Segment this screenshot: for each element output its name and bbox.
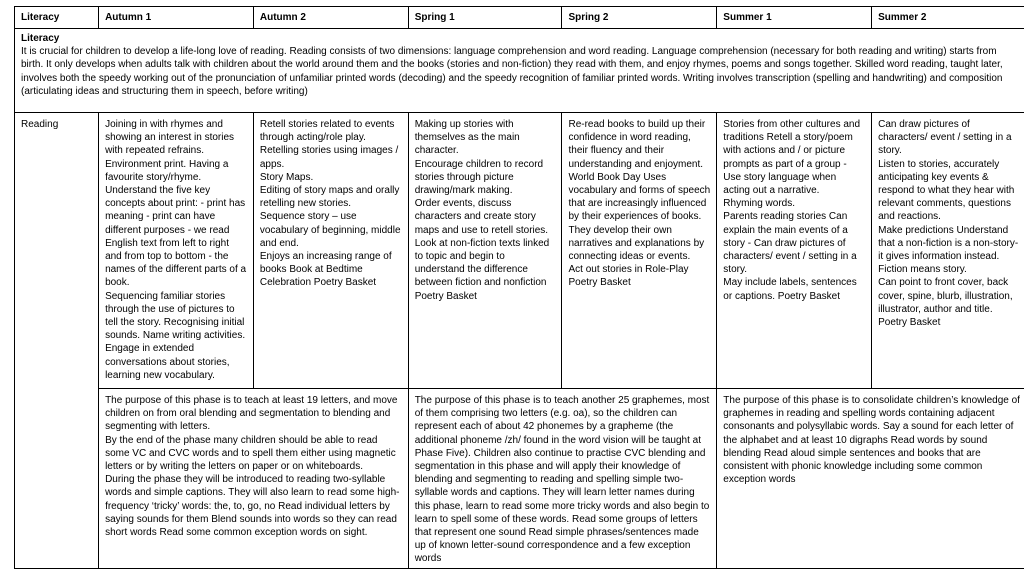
- reading-label: Reading: [15, 113, 99, 569]
- reading-summer-2: [872, 113, 1024, 389]
- header-row: [15, 7, 1024, 29]
- header-spring-1: Spring 1: [408, 7, 562, 29]
- header-summer-2: Summer 2: [872, 7, 1024, 29]
- reading-spring-2: [562, 113, 717, 389]
- phonics-summer: [717, 389, 1024, 569]
- intro-cell: [15, 29, 1024, 113]
- reading-autumn-2-text: Retell stories related to events through acting/role play. Retelling stories using images / apps. Story Maps. Editing of story maps and orally retelling new stories. Sequence story – use vocabulary of beginning, middle and end. Enjoys an increasing range of books Book at Bedtime Celebration Poetry Basket: [259, 119, 401, 289]
- phonics-spring: [408, 389, 717, 569]
- phonics-autumn-text: The purpose of this phase is to teach at least 19 letters, and move children on from oral blending and segmentation to blending and segmenting with letters. By the end of the phase many children should be able to read some VC and CVC words and to spell them either using magnetic letters or by writing the letters on paper or on whiteboards. During the phase they will be introduced to reading two-syllable words and simple captions. They will also learn to read some high-frequency ‘tricky’ words: the, to, go, no Read individual letters by saying sounds for them Blend sounds into words so they can read short words Read some common exception words on sight.: [105, 395, 400, 539]
- phonics-autumn: [99, 389, 409, 569]
- reading-row: [15, 113, 1024, 389]
- header-autumn-1: Autumn 1: [99, 7, 254, 29]
- intro-row: [15, 29, 1024, 113]
- header-summer-1: Summer 1: [717, 7, 872, 29]
- reading-spring-1: [408, 113, 562, 389]
- phonics-row: [15, 389, 1024, 569]
- reading-autumn-1-text: Joining in with rhymes and showing an interest in stories with repeated refrains. Environment print. Having a favourite story/rhyme. Understand the five key concepts about print: - print has meaning - print can have different purposes - we read English text from left to right and from top to bottom - the names of the different parts of a book. Sequencing familiar stories through the use of pictures to tell the story. Recognising initial sounds. Name writing activities. Engage in extended conversations about stories, learning new vocabulary.: [105, 119, 247, 381]
- intro-text: It is crucial for children to develop a life-long love of reading. Reading consists of two dimensions: language comprehension and word reading. Language comprehension (necessary for both reading and writing) starts from birth. It only develops when adults talk with children about the world around them and the books (stories and non-fiction) they read with them, and enjoy rhymes, poems and songs together. Skilled word reading, taught later, involves both the speedy working out of the pronunciation of unfamiliar printed words (decoding) and the speedy recognition of familiar printed words. Writing involves transcription (spelling and handwriting) and composition (articulating ideas and structuring them in speech, before writing): [21, 46, 1003, 97]
- phonics-summer-text: The purpose of this phase is to consolidate children’s knowledge of graphemes in reading and spelling words containing adjacent consonants and polysyllabic words. Say a sound for each letter of the alphabet and at least 10 digraphs Read words by sound blending Read aloud simple sentences and books that are consistent with phonic knowledge including some common exception words: [723, 395, 1020, 486]
- header-literacy: Literacy: [15, 7, 99, 29]
- header-spring-2: Spring 2: [562, 7, 717, 29]
- reading-summer-2-text: Can draw pictures of characters/ event / setting in a story. Listen to stories, accurately anticipating key events & respond to what they hear with relevant comments, questions and reactions. Make predictions Understand that a non-fiction is a non-story- it gives information instead. Fiction means story. Can point to front cover, back cover, spine, blurb, illustration, illustrator, author and title. Poetry Basket: [878, 119, 1019, 329]
- reading-spring-2-text: Re-read books to build up their confidence in word reading, their fluency and their understanding and enjoyment. World Book Day Uses vocabulary and forms of speech that are increasingly influenced by their experiences of books. They develop their own narratives and explanations by connecting ideas or events. Act out stories in Role-Play Poetry Basket: [568, 119, 711, 289]
- intro-title: Literacy: [21, 33, 60, 44]
- reading-summer-1: [717, 113, 872, 389]
- phonics-spring-text: The purpose of this phase is to teach another 25 graphemes, most of them comprising two letters (e.g. oa), so the children can represent each of about 42 phonemes by a grapheme (the additional phoneme /zh/ found in the word vision will be taught at Phase Five). Children also continue to practise CVC blending and segmentation in this phase and will apply their knowledge of blending and segmenting to reading and spelling simple two-syllable words and captions. They will learn letter names during this phase, learn to read some more tricky words and also begin to learn to spell some of these words. Read some groups of letters that represent one sound Read simple phrases/sentences made up of known letter-sound correspondence and a few exception words: [414, 395, 710, 565]
- header-autumn-2: Autumn 2: [253, 7, 408, 29]
- literacy-curriculum-table: [14, 6, 1024, 569]
- reading-autumn-2: [253, 113, 408, 389]
- reading-spring-1-text: Making up stories with themselves as the main character. Encourage children to record stories through picture drawing/mark making. Order events, discuss characters and create story maps and use to retell stories. Look at non-fiction texts linked to topic and begin to understand the difference between fiction and nonfiction Poetry Basket: [414, 119, 550, 302]
- reading-summer-1-text: Stories from other cultures and traditions Retell a story/poem with actions and / or picture prompts as part of a group - Use story language when acting out a narrative. Rhyming words. Parents reading stories Can explain the main events of a story - Can draw pictures of characters/ event / setting in a story. May include labels, sentences or captions. Poetry Basket: [723, 119, 861, 302]
- reading-autumn-1: [99, 113, 254, 389]
